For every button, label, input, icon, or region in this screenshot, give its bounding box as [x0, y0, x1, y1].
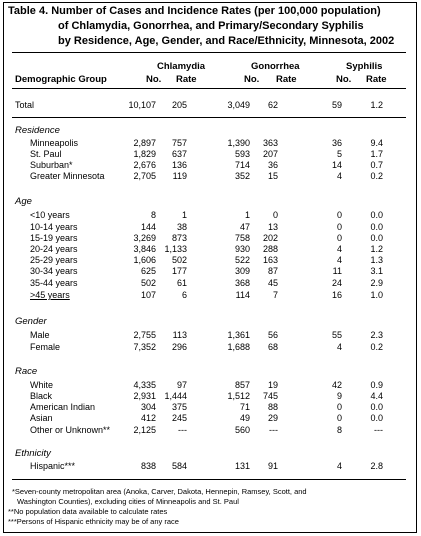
table-row: [0, 244, 420, 255]
gonorrhea-no-cell: 930: [234, 244, 250, 254]
syphilis-no-header: No.: [336, 74, 352, 85]
section-title-race: Race: [15, 366, 38, 377]
syphilis-no-cell: 0: [336, 222, 342, 232]
table-row: [0, 233, 420, 244]
syphilis-rate-cell: 0.0: [370, 222, 383, 232]
gonorrhea-no-cell: 857: [234, 380, 250, 390]
syphilis-no-cell: 8: [336, 425, 342, 435]
total-divider: [12, 117, 406, 118]
gonorrhea-no-cell: 71: [239, 402, 250, 412]
syphilis-header: Syphilis: [346, 61, 383, 72]
row-label: 35-44 years: [30, 278, 78, 288]
gonorrhea-no-cell: 309: [234, 266, 250, 276]
gonorrhea-rate-cell: 7: [272, 290, 278, 300]
chlamydia-rate-cell: 757: [171, 138, 187, 148]
syphilis-rate-cell: 2.9: [370, 278, 383, 288]
gonorrhea-rate-cell: 207: [262, 149, 278, 159]
gonorrhea-rate-cell: 745: [262, 391, 278, 401]
table-row: [0, 266, 420, 277]
gonorrhea-no-cell: 560: [234, 425, 250, 435]
chlamydia-rate-cell: 97: [176, 380, 187, 390]
gonorrhea-rate-cell: 29: [267, 413, 278, 423]
chlamydia-rate-cell: 6: [181, 290, 187, 300]
gonorrhea-no-cell: 131: [234, 461, 250, 471]
chlamydia-rate-cell: 296: [171, 342, 187, 352]
row-label: Suburban*: [30, 160, 73, 170]
chlamydia-no-cell: 8: [150, 210, 156, 220]
gonorrhea-rate-cell: 363: [262, 138, 278, 148]
row-label: Other or Unknown**: [30, 425, 111, 435]
table-row: [0, 391, 420, 402]
gonorrhea-rate-cell: 13: [267, 222, 278, 232]
row-label: <10 years: [30, 210, 70, 220]
footnotes: [8, 487, 412, 527]
table-row: [0, 380, 420, 391]
gonorrhea-rate-cell: 0: [272, 210, 278, 220]
row-label: Hispanic***: [30, 461, 76, 471]
chlamydia-header: Chlamydia: [157, 61, 206, 72]
title-divider: [12, 52, 406, 53]
syphilis-rate-cell: 2.8: [370, 461, 383, 471]
chlamydia-rate-cell: 113: [172, 330, 187, 340]
chlamydia-rate-cell: 637: [171, 149, 187, 159]
table-row: [0, 210, 420, 221]
row-label: Total: [15, 100, 35, 110]
footnote: ***Persons of Hispanic ethnicity may be of any race: [8, 517, 179, 526]
gonorrhea-no-cell: 49: [239, 413, 250, 423]
gonorrhea-rate-cell: 36: [267, 160, 278, 170]
gonorrhea-rate-cell: 288: [262, 244, 278, 254]
syphilis-no-cell: 59: [331, 100, 342, 110]
syphilis-no-cell: 4: [336, 244, 342, 254]
chlamydia-no-cell: 3,846: [133, 244, 156, 254]
table-row: [0, 413, 420, 424]
gonorrhea-rate-cell: 15: [267, 171, 278, 181]
section-title-residence: Residence: [15, 125, 60, 136]
table-row: [0, 402, 420, 413]
chlamydia-rate-cell: 1,444: [164, 391, 187, 401]
chlamydia-no-cell: 838: [140, 461, 156, 471]
chlamydia-no-cell: 2,676: [133, 160, 156, 170]
gonorrhea-rate-cell: 163: [262, 255, 278, 265]
syphilis-rate-cell: 1.3: [370, 255, 383, 265]
row-label: 25-29 years: [30, 255, 78, 265]
chlamydia-no-cell: 107: [140, 290, 156, 300]
table-row: [0, 149, 420, 160]
chlamydia-rate-cell: 119: [172, 171, 187, 181]
chlamydia-no-cell: 412: [140, 413, 156, 423]
chlamydia-no-cell: 10,107: [128, 100, 156, 110]
gonorrhea-no-cell: 714: [234, 160, 250, 170]
syphilis-no-cell: 0: [336, 210, 342, 220]
chlamydia-no-cell: 144: [140, 222, 156, 232]
footnote-divider: [12, 479, 406, 480]
gonorrhea-rate-cell: 19: [267, 380, 278, 390]
gonorrhea-no-cell: 522: [234, 255, 250, 265]
syphilis-rate-cell: 0.0: [370, 210, 383, 220]
syphilis-no-cell: 11: [332, 266, 342, 276]
gonorrhea-no-cell: 1: [244, 210, 250, 220]
table-row: [0, 222, 420, 233]
row-label: Asian: [30, 413, 53, 423]
chlamydia-no-cell: 625: [140, 266, 156, 276]
header-divider: [12, 88, 406, 89]
title-line: by Residence, Age, Gender, and Race/Ethnicity, Minnesota, 2002: [58, 35, 395, 47]
chlamydia-rate-cell: 177: [171, 266, 187, 276]
gonorrhea-rate-cell: 62: [267, 100, 278, 110]
chlamydia-no-cell: 7,352: [133, 342, 156, 352]
chlamydia-no-cell: 2,755: [133, 330, 156, 340]
syphilis-rate-cell: 0.7: [370, 160, 383, 170]
syphilis-no-cell: 55: [331, 330, 342, 340]
table-row: [0, 425, 420, 436]
chlamydia-no-cell: 2,931: [133, 391, 156, 401]
table-row: [0, 138, 420, 149]
syphilis-rate-header: Rate: [366, 74, 387, 85]
gonorrhea-rate-cell: 91: [267, 461, 278, 471]
chlamydia-rate-cell: 584: [171, 461, 187, 471]
gonorrhea-no-cell: 47: [239, 222, 250, 232]
section-title-gender: Gender: [15, 316, 47, 327]
syphilis-rate-cell: ---: [374, 425, 383, 435]
syphilis-rate-cell: 0.2: [370, 171, 383, 181]
syphilis-no-cell: 5: [336, 149, 342, 159]
gonorrhea-no-cell: 1,512: [227, 391, 250, 401]
table-row: [0, 330, 420, 341]
syphilis-no-cell: 9: [336, 391, 342, 401]
syphilis-rate-cell: 1.0: [370, 290, 383, 300]
chlamydia-rate-cell: 38: [176, 222, 187, 232]
chlamydia-rate-cell: 1: [181, 210, 187, 220]
syphilis-rate-cell: 2.3: [370, 330, 383, 340]
row-label: White: [30, 380, 54, 390]
syphilis-no-cell: 16: [331, 290, 342, 300]
title-line: of Chlamydia, Gonorrhea, and Primary/Secondary Syphilis: [58, 20, 364, 32]
syphilis-no-cell: 4: [336, 171, 342, 181]
gonorrhea-no-cell: 114: [235, 290, 250, 300]
footnote: *Seven-county metropolitan area (Anoka, Carver, Dakota, Hennepin, Ramsey, Scott, and: [12, 487, 307, 496]
chlamydia-rate-cell: ---: [178, 425, 187, 435]
syphilis-rate-cell: 0.0: [370, 402, 383, 412]
gonorrhea-rate-cell: 68: [267, 342, 278, 352]
syphilis-no-cell: 36: [331, 138, 342, 148]
syphilis-rate-cell: 1.7: [370, 149, 383, 159]
gonorrhea-rate-cell: 88: [267, 402, 278, 412]
syphilis-rate-cell: 0.9: [370, 380, 383, 390]
gonorrhea-no-cell: 368: [234, 278, 250, 288]
gonorrhea-rate-header: Rate: [276, 74, 297, 85]
gonorrhea-no-cell: 593: [234, 149, 250, 159]
table-row: [0, 278, 420, 289]
syphilis-no-cell: 24: [331, 278, 342, 288]
row-label: >45 years: [30, 290, 70, 300]
gonorrhea-rate-cell: 87: [267, 266, 278, 276]
row-label: 20-24 years: [30, 244, 78, 254]
table-row: [0, 255, 420, 266]
syphilis-rate-cell: 0.0: [370, 413, 383, 423]
row-label: Greater Minnesota: [30, 171, 105, 181]
table-row: [0, 290, 420, 301]
chlamydia-no-cell: 1,606: [133, 255, 156, 265]
footnote: **No population data available to calculate rates: [8, 507, 168, 516]
gonorrhea-no-cell: 1,688: [227, 342, 250, 352]
chlamydia-rate-cell: 205: [171, 100, 187, 110]
row-label: 10-14 years: [30, 222, 78, 232]
chlamydia-rate-cell: 502: [171, 255, 187, 265]
section-title-age: Age: [15, 196, 32, 207]
syphilis-rate-cell: 9.4: [370, 138, 383, 148]
row-label: St. Paul: [30, 149, 62, 159]
syphilis-no-cell: 4: [336, 342, 342, 352]
gonorrhea-rate-cell: 45: [267, 278, 278, 288]
table-row: [0, 342, 420, 353]
gonorrhea-rate-cell: ---: [269, 425, 278, 435]
chlamydia-rate-cell: 61: [176, 278, 187, 288]
chlamydia-rate-cell: 245: [171, 413, 187, 423]
row-label: American Indian: [30, 402, 96, 412]
gonorrhea-no-header: No.: [244, 74, 260, 85]
chlamydia-no-cell: 1,829: [133, 149, 156, 159]
gonorrhea-no-cell: 3,049: [227, 100, 250, 110]
gonorrhea-no-cell: 1,361: [227, 330, 250, 340]
gonorrhea-header: Gonorrhea: [251, 61, 300, 72]
chlamydia-no-cell: 2,705: [133, 171, 156, 181]
chlamydia-rate-cell: 136: [171, 160, 187, 170]
chlamydia-rate-cell: 1,133: [164, 244, 187, 254]
syphilis-no-cell: 4: [336, 461, 342, 471]
table-row: [0, 461, 420, 472]
chlamydia-rate-cell: 873: [171, 233, 187, 243]
syphilis-rate-cell: 4.4: [370, 391, 383, 401]
syphilis-rate-cell: 3.1: [370, 266, 383, 276]
gonorrhea-no-cell: 352: [234, 171, 250, 181]
syphilis-rate-cell: 0.2: [370, 342, 383, 352]
syphilis-no-cell: 0: [336, 413, 342, 423]
row-label: 15-19 years: [30, 233, 78, 243]
section-title-ethnicity: Ethnicity: [15, 448, 51, 459]
row-label: Male: [30, 330, 50, 340]
syphilis-no-cell: 42: [331, 380, 342, 390]
chlamydia-no-cell: 2,125: [133, 425, 156, 435]
chlamydia-no-cell: 502: [140, 278, 156, 288]
syphilis-no-cell: 0: [336, 402, 342, 412]
syphilis-no-cell: 4: [336, 255, 342, 265]
table-row-total: [0, 100, 420, 111]
table-row: [0, 160, 420, 171]
chlamydia-no-cell: 3,269: [133, 233, 156, 243]
row-label: Black: [30, 391, 53, 401]
gonorrhea-rate-cell: 202: [262, 233, 278, 243]
chlamydia-no-cell: 2,897: [133, 138, 156, 148]
gonorrhea-no-cell: 758: [234, 233, 250, 243]
syphilis-no-cell: 0: [336, 233, 342, 243]
syphilis-rate-cell: 0.0: [370, 233, 383, 243]
table-title: [8, 4, 414, 49]
gonorrhea-rate-cell: 56: [267, 330, 278, 340]
title-line: Table 4. Number of Cases and Incidence Rates (per 100,000 population): [8, 5, 381, 17]
chlamydia-no-cell: 4,335: [133, 380, 156, 390]
chlamydia-no-cell: 304: [140, 402, 156, 412]
row-label: 30-34 years: [30, 266, 78, 276]
syphilis-no-cell: 14: [331, 160, 342, 170]
chlamydia-rate-cell: 375: [171, 402, 187, 412]
chlamydia-rate-header: Rate: [176, 74, 197, 85]
syphilis-rate-cell: 1.2: [370, 244, 383, 254]
row-label: Minneapolis: [30, 138, 79, 148]
demographic-group-header: Demographic Group: [15, 74, 107, 85]
table-row: [0, 171, 420, 182]
syphilis-rate-cell: 1.2: [370, 100, 383, 110]
row-label: Female: [30, 342, 61, 352]
gonorrhea-no-cell: 1,390: [227, 138, 250, 148]
chlamydia-no-header: No.: [146, 74, 162, 85]
footnote: Washington Counties), excluding cities of Minneapolis and St. Paul: [17, 497, 239, 506]
